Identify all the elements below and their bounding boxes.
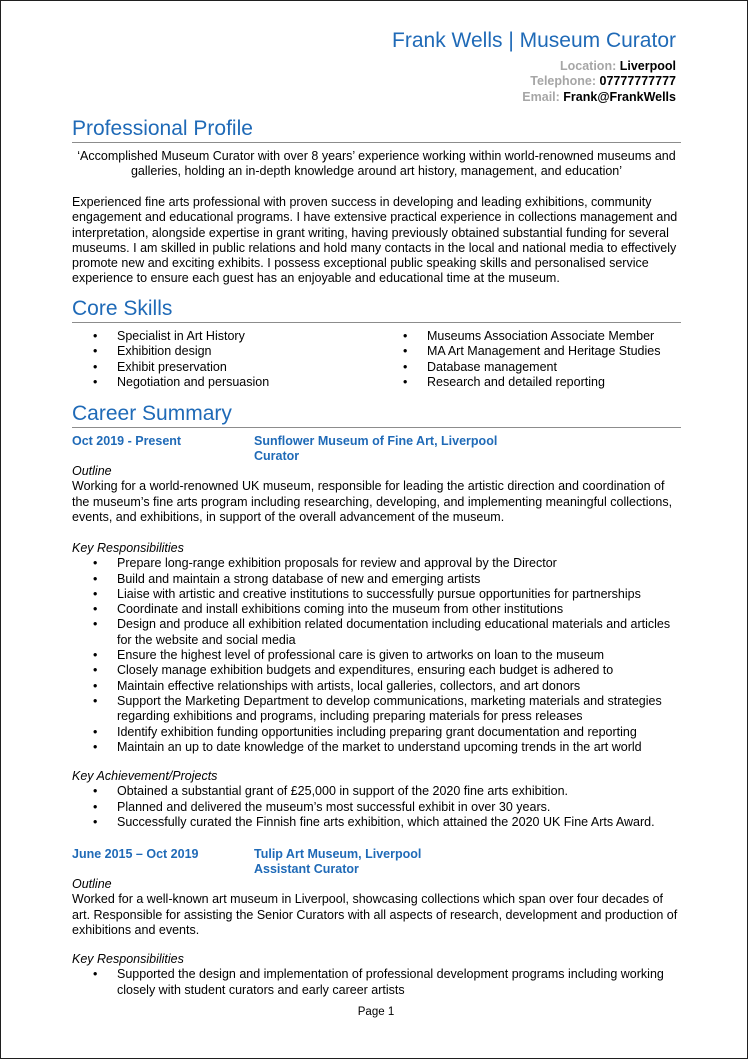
list-item: • Specialist in Art History	[72, 329, 362, 344]
list-item: • Maintain an up to date knowledge of the market to understand upcoming trends in the art world	[72, 740, 681, 755]
list-item: • Maintain effective relationships with artists, local galleries, collectors, and art donors	[72, 679, 681, 694]
job-responsibilities	[72, 952, 681, 998]
profile-summary-text: Experienced fine arts professional with proven success in developing and leading exhibitions, community engagement and educational programs. I have extensive practical experience in collections management and interpretation, alongside expertise in grant writing, having previously obtained substantial funding for several museums. I am skilled in public relations and hold many contacts in the local and national media to effectively promote new and exciting exhibits. I possess exceptional public speaking skills and personalised service experience to ensure each guest has an enjoyable and educational time at the museum.	[72, 195, 678, 286]
contact-details	[522, 59, 676, 105]
section-heading-profile: Professional Profile	[72, 117, 681, 143]
list-item: • Museums Association Associate Member	[382, 329, 672, 344]
list-item: • Build and maintain a strong database of new and emerging artists	[72, 572, 681, 587]
list-item: • Exhibition design	[72, 344, 362, 359]
outline-label: Outline	[72, 464, 112, 478]
profile-summary	[72, 195, 681, 287]
job-organisation: Tulip Art Museum, Liverpool	[254, 847, 422, 861]
profile-quote-text: ‘Accomplished Museum Curator with over 8 years’ experience working within world-renowned museums and galleries, holding an in-depth knowledge around art history, management, and education’	[77, 149, 676, 179]
list-item: • Design and produce all exhibition related documentation including educational materials and articles for the website and social media	[72, 617, 681, 648]
contact-telephone	[522, 74, 676, 89]
contact-label: Email:	[522, 89, 560, 104]
list-item: • Ensure the highest level of professional care is given to artworks on loan to the museum	[72, 648, 681, 663]
list-item: • Supported the design and implementation of professional development programs including working closely with student curators and early career artists	[72, 967, 681, 998]
skills-list-right	[382, 329, 672, 390]
list-item: • Database management	[382, 360, 672, 375]
contact-label: Telephone:	[530, 74, 597, 89]
outline-text: Working for a world-renowned UK museum, responsible for leading the artistic direction and coordination of the museum’s fine arts program including researching, developing, and implementing meaningful collections, events, and exhibitions, in support of the overall advancement of the museum.	[72, 479, 673, 524]
page-number: Page 1	[357, 1006, 395, 1018]
profile-quote	[72, 149, 681, 180]
section-heading-career: Career Summary	[72, 402, 681, 428]
job-achievements	[72, 769, 681, 830]
contact-value: Frank@FrankWells	[563, 89, 676, 104]
outline-label: Outline	[72, 877, 112, 891]
job-dates: Oct 2019 - Present	[72, 434, 182, 448]
achievements-label: Key Achievement/Projects	[72, 769, 218, 783]
list-item: • MA Art Management and Heritage Studies	[382, 344, 672, 359]
responsibilities-list	[72, 556, 681, 755]
responsibilities-list	[72, 967, 681, 998]
job-organisation: Sunflower Museum of Fine Art, Liverpool	[254, 434, 498, 448]
list-item: • Identify exhibition funding opportunities including preparing grant documentation and reporting	[72, 725, 681, 740]
list-item: • Exhibit preservation	[72, 360, 362, 375]
job-header	[72, 847, 681, 879]
job-role: Assistant Curator	[254, 862, 359, 876]
contact-email	[522, 90, 676, 105]
list-item: • Prepare long-range exhibition proposals for review and approval by the Director	[72, 556, 681, 571]
contact-value: Liverpool	[619, 59, 676, 73]
responsibilities-label: Key Responsibilities	[72, 952, 184, 966]
job-role: Curator	[254, 449, 300, 463]
contact-label: Location:	[560, 59, 617, 73]
page-title: Frank Wells | Museum Curator	[392, 29, 676, 52]
section-heading-skills: Core Skills	[72, 297, 681, 323]
list-item: • Obtained a substantial grant of £25,000 in support of the 2020 fine arts exhibition.	[72, 784, 681, 799]
contact-value: 07777777777	[599, 74, 676, 89]
outline-text: Worked for a well-known art museum in Liverpool, showcasing collections which span over four decades of art. Responsible for assisting the Senior Curators with all aspects of research, development and production of exhibitions and events.	[72, 892, 678, 937]
list-item: • Liaise with artistic and creative institutions to successfully pursue opportunities for partnerships	[72, 587, 681, 602]
list-item: • Support the Marketing Department to develop communications, marketing materials and strategies regarding exhibitions and programs, including preparing materials for press releases	[72, 694, 681, 725]
list-item: • Closely manage exhibition budgets and expenditures, ensuring each budget is adhered to	[72, 663, 681, 678]
responsibilities-label: Key Responsibilities	[72, 541, 184, 555]
job-header	[72, 434, 681, 466]
contact-location	[522, 59, 676, 74]
job-responsibilities	[72, 541, 681, 755]
achievements-list	[72, 784, 681, 830]
list-item: • Planned and delivered the museum’s most successful exhibit in over 30 years.	[72, 800, 681, 815]
job-dates: June 2015 – Oct 2019	[72, 847, 199, 861]
list-item: • Successfully curated the Finnish fine arts exhibition, which attained the 2020 UK Fine Arts Award.	[72, 815, 681, 830]
list-item: • Negotiation and persuasion	[72, 375, 362, 390]
job-outline	[72, 877, 681, 938]
skills-list-left	[72, 329, 362, 390]
list-item: • Research and detailed reporting	[382, 375, 672, 390]
job-outline	[72, 464, 681, 525]
list-item: • Coordinate and install exhibitions coming into the museum from other institutions	[72, 602, 681, 617]
